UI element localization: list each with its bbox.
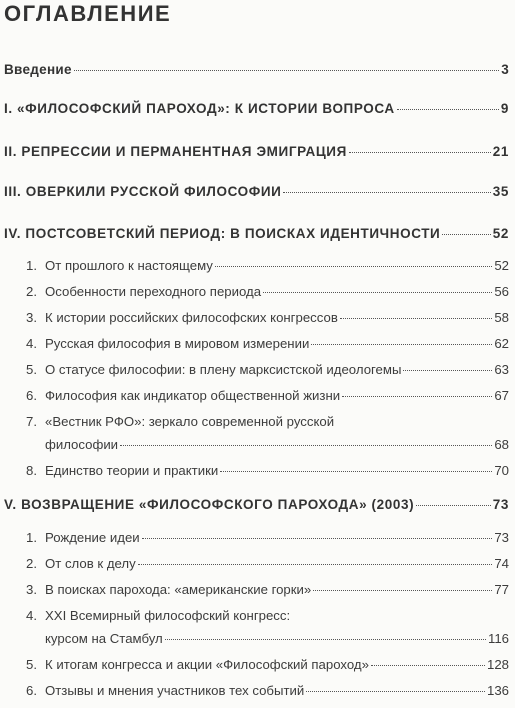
toc-entry-page: 9 [500,101,509,116]
section-title: О статусе философии: в плену марксистской идеологемы [45,362,402,377]
dot-leader [340,318,492,319]
dot-leader [74,70,499,71]
toc-entry-label [24,582,311,597]
toc-entry-page: 74 [494,556,509,571]
toc-entry-label [24,683,304,698]
toc-section[interactable] [24,258,509,273]
toc-entry-page: 116 [487,631,509,646]
dot-leader [142,538,493,539]
toc-entry-label [24,336,309,351]
toc-entry-page: 62 [494,336,509,351]
section-number: 2. [26,556,37,571]
dot-leader [138,564,493,565]
page-title: ОГЛАВЛЕНИЕ [4,1,172,26]
dot-leader [442,234,490,235]
toc-entry-label [24,388,340,403]
section-number: 6. [26,388,37,403]
toc-chapter-1[interactable] [4,101,509,116]
toc-entry-label [24,362,401,377]
toc-entry-label: II. РЕПРЕССИИ И ПЕРМАНЕНТНАЯ ЭМИГРАЦИЯ [4,144,347,159]
toc-section[interactable] [24,388,509,403]
section-number: 7. [26,414,37,429]
toc-section[interactable] [24,310,509,325]
dot-leader [311,344,492,345]
dot-leader [416,505,491,506]
toc-entry-label [24,463,218,478]
toc-chapter-5[interactable] [4,497,509,512]
section-number: 4. [26,336,37,351]
toc-entry-page: 77 [494,582,509,597]
toc-entry-label [24,258,213,273]
toc-entry-label [24,310,338,325]
section-title: Отзывы и мнения участников тех событий [45,683,305,698]
dot-leader [313,590,492,591]
toc-chapter-4[interactable] [4,226,509,241]
section-title: Рождение идеи [45,530,140,545]
section-title: Русская философия в мировом измерении [45,336,310,351]
section-title: К истории российских философских конгрессов [45,310,338,325]
dot-leader [165,639,486,640]
dot-leader [215,266,492,267]
section-title: В поисках парохода: «американские горки» [45,582,312,597]
section-number: 3. [26,310,37,325]
toc-entry-label [24,556,136,571]
dot-leader [403,370,492,371]
section-number: 1. [26,530,37,545]
toc-entry-page: 56 [494,284,509,299]
toc-section[interactable] [24,657,509,672]
section-title-continuation: курсом на Стамбул [45,631,163,646]
section-title: К итогам конгресса и акции «Философский пароход» [45,657,369,672]
dot-leader [220,471,492,472]
toc-section-first-line[interactable] [24,414,334,429]
toc-section[interactable] [24,463,509,478]
dot-leader [306,691,485,692]
dot-leader [120,445,492,446]
toc-chapter-2[interactable] [4,144,509,159]
toc-section[interactable] [45,437,509,452]
toc-entry-page: 70 [494,463,509,478]
toc-entry-intro[interactable] [4,62,509,77]
toc-section[interactable] [24,362,509,377]
toc-entry-label [24,530,140,545]
dot-leader [283,192,490,193]
section-title: Единство теории и практики [45,463,219,478]
section-title-continuation: философии [45,437,119,452]
section-number: 1. [26,258,37,273]
toc-entry-label: V. ВОЗВРАЩЕНИЕ «ФИЛОСОФСКОГО ПАРОХОДА» (2003) [4,497,415,512]
section-title: Особенности переходного периода [45,284,262,299]
toc-entry-label [24,657,369,672]
section-number: 8. [26,463,37,478]
section-number: 3. [26,582,37,597]
toc-entry-page: 3 [501,62,509,77]
section-title: От слов к делу [45,556,136,571]
toc-entry-page: 58 [494,310,509,325]
toc-section[interactable] [45,631,509,646]
dot-leader [349,152,491,153]
section-title: От прошлого к настоящему [45,258,213,273]
toc-entry-page: 35 [492,184,509,199]
section-title: Философия как индикатор общественной жизни [45,388,341,403]
toc-entry-label: Введение [4,62,72,77]
toc-section[interactable] [24,582,509,597]
toc-entry-label: IV. ПОСТСОВЕТСКИЙ ПЕРИОД: В ПОИСКАХ ИДЕНТИЧНОСТИ [4,226,441,241]
toc-entry-page: 68 [494,437,509,452]
toc-chapter-3[interactable] [4,184,509,199]
toc-section[interactable] [24,683,509,698]
dot-leader [342,396,492,397]
toc-section[interactable] [24,556,509,571]
section-title: «Вестник РФО»: зеркало современной русской [45,414,335,429]
dot-leader [263,292,492,293]
section-number: 5. [26,362,37,377]
toc-entry-page: 128 [486,657,509,672]
toc-entry-page: 73 [494,530,509,545]
toc-entry-page: 67 [494,388,509,403]
toc-entry-page: 52 [492,226,509,241]
toc-section[interactable] [24,336,509,351]
toc-entry-page: 63 [494,362,509,377]
toc-entry-label [24,284,261,299]
toc-entry-page: 21 [492,144,509,159]
toc-entry-label: I. «ФИЛОСОФСКИЙ ПАРОХОД»: К ИСТОРИИ ВОПРОСА [4,101,395,116]
section-number: 5. [26,657,37,672]
dot-leader [397,109,499,110]
toc-section-first-line[interactable] [24,608,290,623]
toc-entry-page: 136 [486,683,509,698]
section-title: XXI Всемирный философский конгресс: [45,608,291,623]
dot-leader [371,665,485,666]
section-number: 6. [26,683,37,698]
section-number: 2. [26,284,37,299]
toc-entry-label: III. ОВЕРКИЛИ РУССКОЙ ФИЛОСОФИИ [4,184,282,199]
toc-entry-page: 52 [494,258,509,273]
toc-section[interactable] [24,284,509,299]
section-number: 4. [26,608,37,623]
toc-section[interactable] [24,530,509,545]
toc-entry-page: 73 [492,497,509,512]
